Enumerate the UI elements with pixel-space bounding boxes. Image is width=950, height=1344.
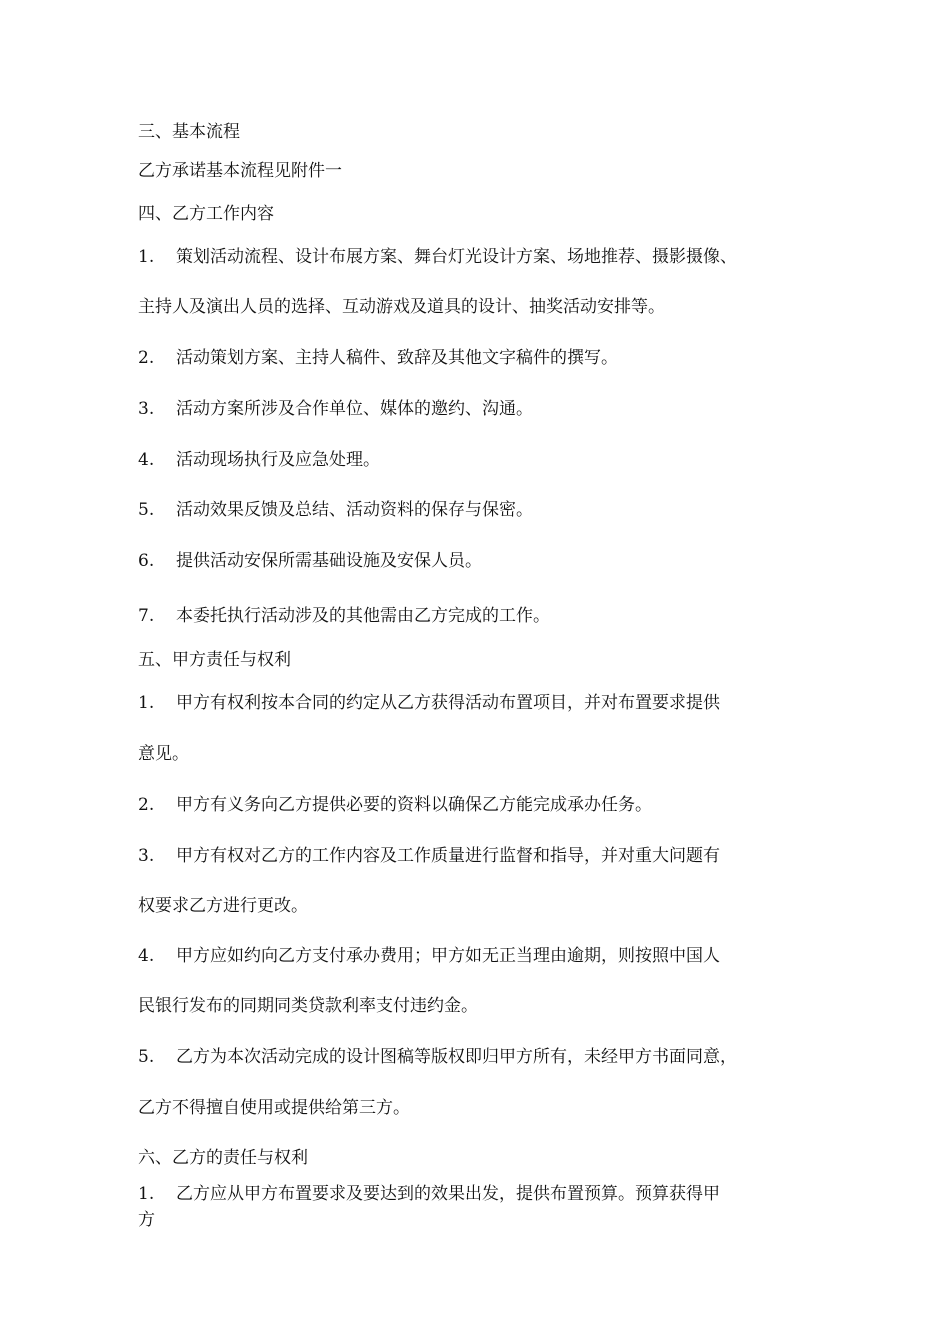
s5-item-1-continued: 意见。 [138, 744, 189, 764]
item-number: 3. [138, 399, 155, 419]
s4-item-6 [138, 550, 482, 572]
s4-item-7 [138, 605, 550, 627]
item-number: 7. [138, 606, 155, 626]
s6-item-1 [138, 1183, 720, 1205]
s5-item-4 [138, 945, 720, 967]
s5-item-5 [138, 1046, 737, 1068]
item-text: 本委托执行活动涉及的其他需由乙方完成的工作。 [176, 606, 550, 626]
s4-item-5 [138, 499, 533, 521]
item-text: 活动效果反馈及总结、活动资料的保存与保密。 [176, 500, 533, 520]
item-text: 策划活动流程、设计布展方案、舞台灯光设计方案、场地推荐、摄影摄像、 [176, 247, 737, 267]
section-5-heading: 五、甲方责任与权利 [138, 650, 291, 670]
section-6-heading: 六、乙方的责任与权利 [138, 1148, 308, 1168]
item-text: 活动策划方案、主持人稿件、致辞及其他文字稿件的撰写。 [176, 348, 618, 368]
section-3-heading: 三、基本流程 [138, 122, 240, 142]
s5-item-3 [138, 845, 720, 867]
item-number: 4. [138, 946, 155, 966]
item-number: 6. [138, 551, 155, 571]
section-4-heading: 四、乙方工作内容 [138, 204, 274, 224]
item-text: 乙方为本次活动完成的设计图稿等版权即归甲方所有，未经甲方书面同意， [176, 1047, 737, 1067]
item-number: 1. [138, 247, 155, 267]
item-number: 2. [138, 795, 155, 815]
item-number: 5. [138, 1047, 155, 1067]
section-3-text: 乙方承诺基本流程见附件一 [138, 161, 342, 181]
item-number: 3. [138, 846, 155, 866]
s4-item-2 [138, 347, 618, 369]
s4-item-3 [138, 398, 533, 420]
item-text: 乙方应从甲方布置要求及要达到的效果出发，提供布置预算。预算获得甲 [176, 1184, 720, 1204]
s5-item-4-continued: 民银行发布的同期同类贷款利率支付违约金。 [138, 996, 478, 1016]
s6-item-1-continued: 方 [138, 1210, 155, 1230]
item-number: 2. [138, 348, 155, 368]
item-text: 甲方有义务向乙方提供必要的资料以确保乙方能完成承办任务。 [176, 795, 652, 815]
s5-item-1 [138, 692, 720, 714]
item-number: 5. [138, 500, 155, 520]
item-text: 活动方案所涉及合作单位、媒体的邀约、沟通。 [176, 399, 533, 419]
item-text: 活动现场执行及应急处理。 [176, 450, 380, 470]
item-number: 1. [138, 1184, 155, 1204]
s4-item-1-continued: 主持人及演出人员的选择、互动游戏及道具的设计、抽奖活动安排等。 [138, 297, 665, 317]
item-text: 甲方有权对乙方的工作内容及工作质量进行监督和指导，并对重大问题有 [176, 846, 720, 866]
item-text: 提供活动安保所需基础设施及安保人员。 [176, 551, 482, 571]
s5-item-3-continued: 权要求乙方进行更改。 [138, 896, 308, 916]
item-number: 1. [138, 693, 155, 713]
s5-item-5-continued: 乙方不得擅自使用或提供给第三方。 [138, 1098, 410, 1118]
item-text: 甲方有权利按本合同的约定从乙方获得活动布置项目，并对布置要求提供 [176, 693, 720, 713]
item-number: 4. [138, 450, 155, 470]
item-text: 甲方应如约向乙方支付承办费用；甲方如无正当理由逾期，则按照中国人 [176, 946, 720, 966]
s4-item-4 [138, 449, 380, 471]
s4-item-1 [138, 246, 737, 268]
s5-item-2 [138, 794, 652, 816]
